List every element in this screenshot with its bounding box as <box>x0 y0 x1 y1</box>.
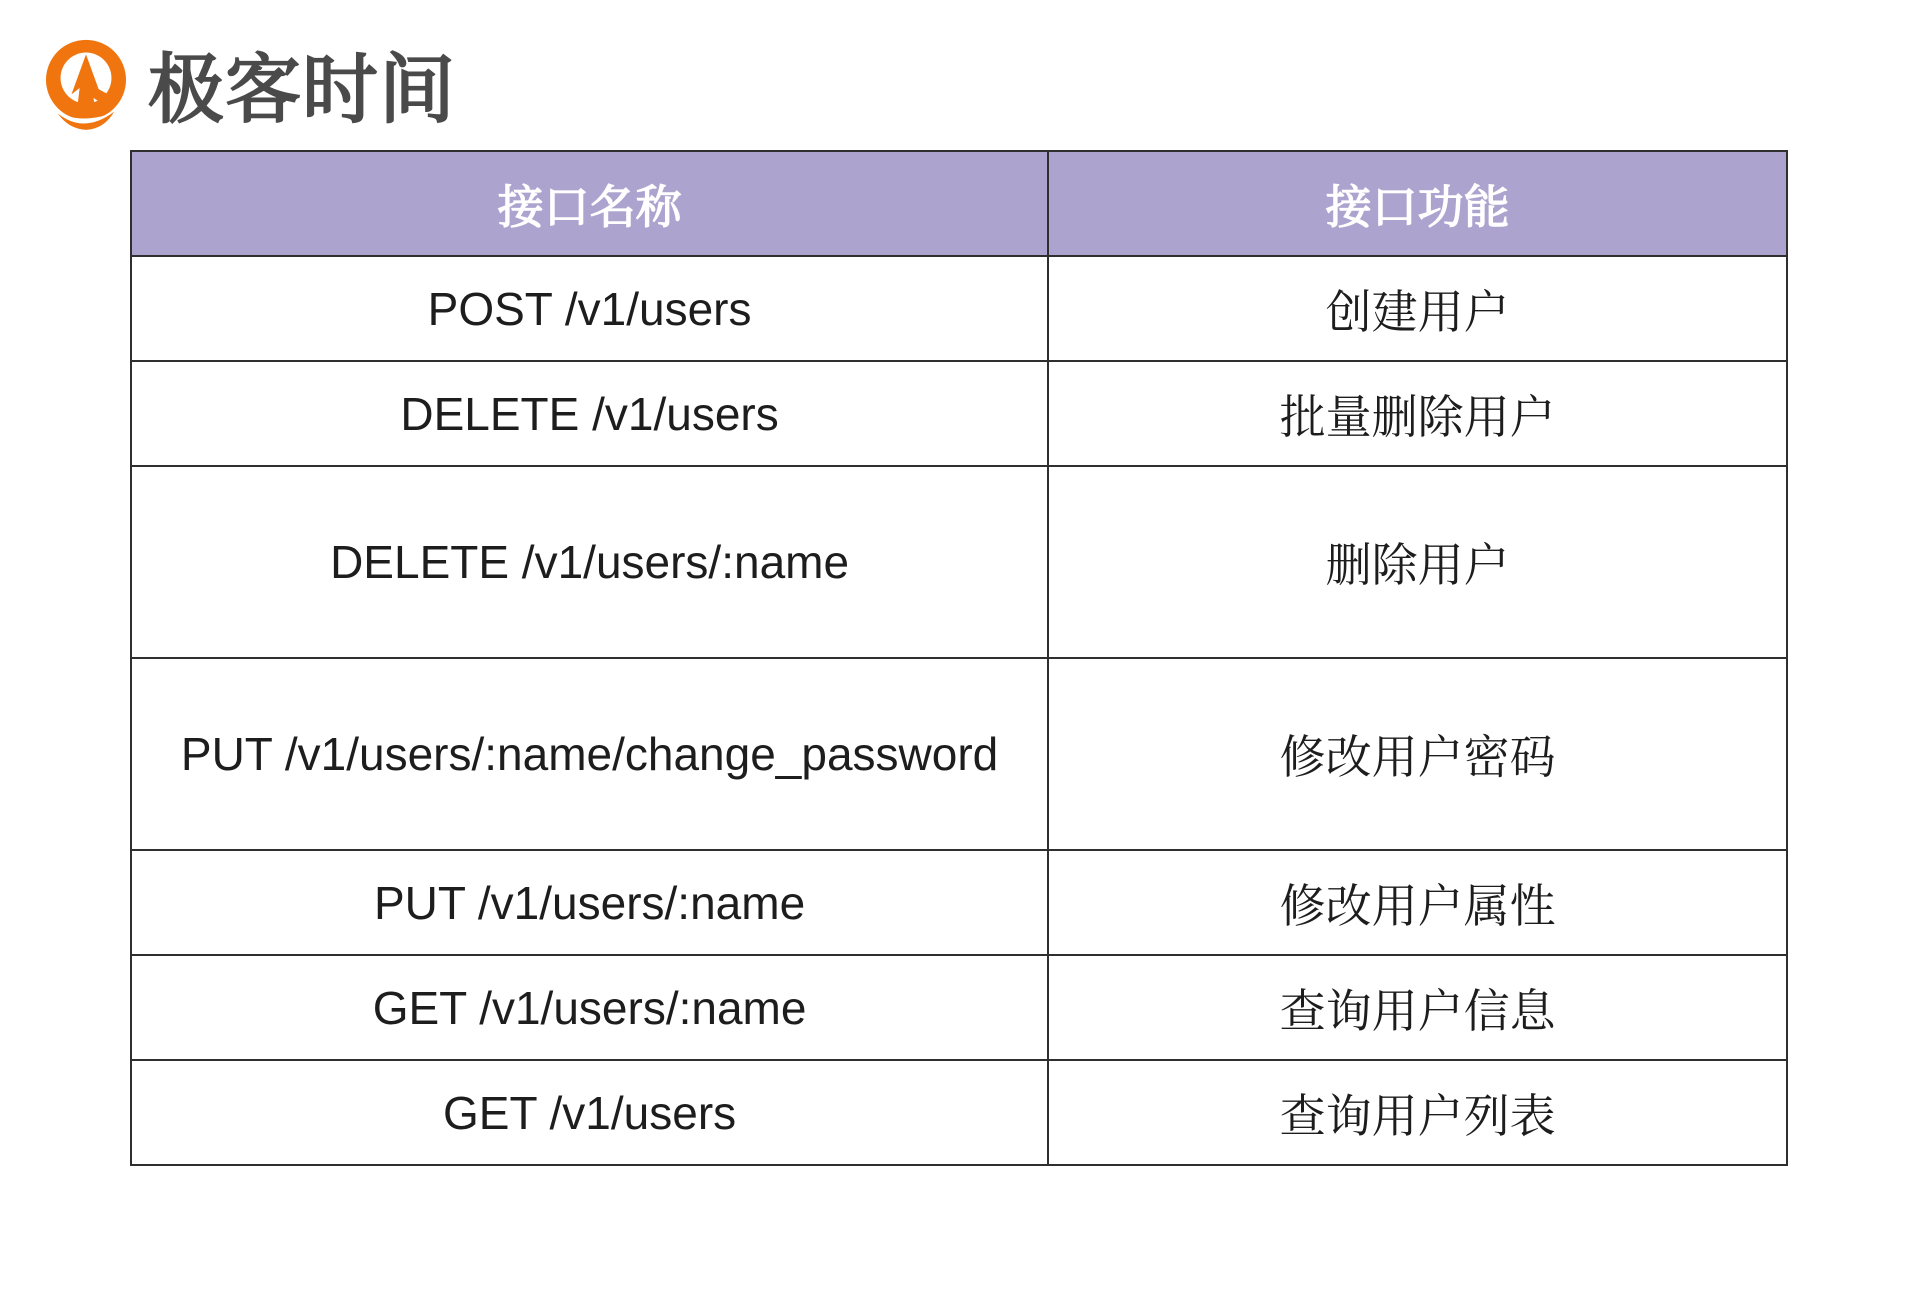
api-table <box>130 150 1788 1166</box>
brand-name: 极客时间 <box>148 48 456 133</box>
table-header-row <box>132 152 1786 255</box>
table-row <box>132 1059 1786 1164</box>
api-endpoint: GET /v1/users <box>132 1061 1049 1164</box>
column-header-api-function: 接口功能 <box>1049 152 1786 255</box>
table-row <box>132 360 1786 465</box>
table-row <box>132 255 1786 360</box>
table-row <box>132 657 1786 849</box>
api-endpoint: DELETE /v1/users <box>132 362 1049 465</box>
api-function: 修改用户密码 <box>1279 731 1556 783</box>
api-function: 修改用户属性 <box>1279 879 1556 932</box>
api-function: 创建用户 <box>1325 285 1510 338</box>
api-function: 查询用户信息 <box>1279 984 1556 1037</box>
api-endpoint: GET /v1/users/:name <box>132 956 1049 1059</box>
geektime-logo-icon <box>40 38 132 138</box>
api-endpoint: POST /v1/users <box>132 257 1049 360</box>
table-row <box>132 465 1786 657</box>
api-function: 查询用户列表 <box>1279 1089 1556 1142</box>
api-function: 批量删除用户 <box>1279 390 1556 443</box>
table-row <box>132 849 1786 954</box>
table-row <box>132 954 1786 1059</box>
api-endpoint: PUT /v1/users/:name <box>132 851 1049 954</box>
api-endpoint: DELETE /v1/users/:name <box>132 467 1049 657</box>
column-header-api-name: 接口名称 <box>132 152 1049 255</box>
brand-header <box>40 38 456 138</box>
api-endpoint: PUT /v1/users/:name/change_password <box>132 659 1049 849</box>
api-function: 删除用户 <box>1325 539 1510 591</box>
